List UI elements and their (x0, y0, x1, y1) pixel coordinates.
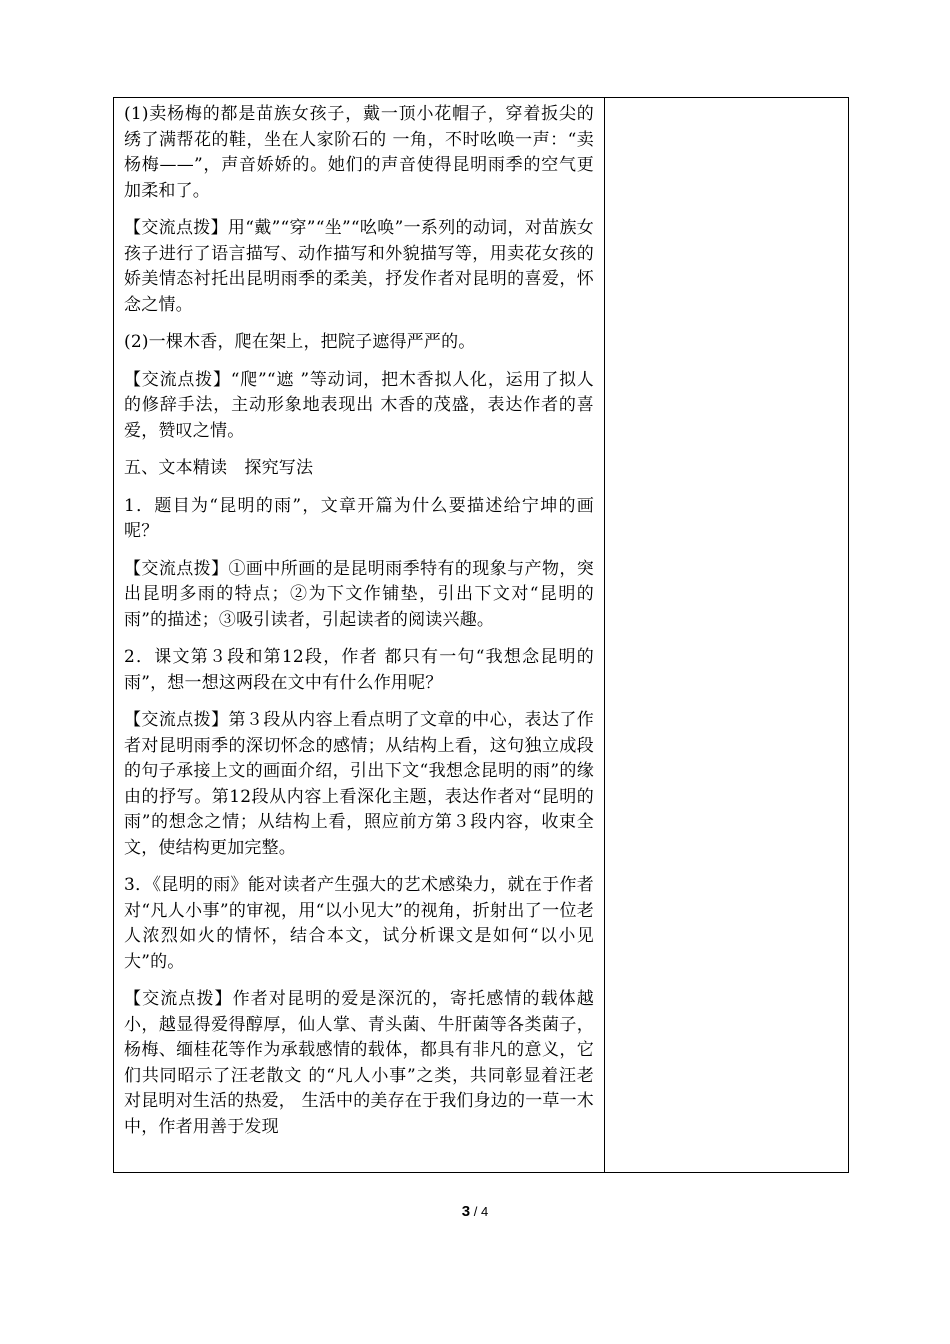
question-1: 1．题目为“昆明的雨”，文章开篇为什么要描述给宁坤的画呢？ (124, 495, 594, 541)
side-empty-cell (605, 98, 849, 1173)
paragraph-2: 【交流点拨】用“戴”“穿”“坐”“吆唤”一系列的动词，对苗族女孩子进行了语言描写、动作描写和外貌描写等，用卖花女孩的娇美情态衬托出昆明雨季的柔美，抒发作者对昆明的喜爱，怀念之情。 (124, 218, 594, 315)
answer-2: 【交流点拨】第３段从内容上看点明了文章的中心，表达了作者对昆明雨季的深切怀念的感情；从结构上看，这句独立成段的句子承接上文的画面介绍，引出下文“我想念昆明的雨”的缘由的抒写。第12段从内容上看深化主题，表达作者对“昆明的雨”的想念之情；从结构上看，照应前方第３段内容，收束全文，使结构更加完整。 (124, 710, 594, 858)
current-page-number: 3 (461, 1203, 471, 1220)
table-row (114, 98, 849, 1173)
main-text-content (114, 98, 604, 1140)
paragraph-1: (1)卖杨梅的都是苗族女孩子，戴一顶小花帽子，穿着扳尖的绣了满帮花的鞋，坐在人家阶石的 一角，不时吆唤一声：“卖杨梅——”，声音娇娇的。她们的声音使得昆明雨季的空气更加柔和了。 (124, 104, 594, 201)
paragraph-4: 【交流点拨】“爬”“遮 ”等动词，把木香拟人化，运用了拟人的修辞手法，主动形象地表现出 木香的茂盛，表达作者的喜爱，赞叹之情。 (124, 369, 594, 441)
question-3: 3．《昆明的雨》能对读者产生强大的艺术感染力，就在于作者对“凡人小事”的审视，用“以小见大”的视角，折射出了一位老人浓烈如火的情怀，结合本文，试分析课文是如何“以小见大”的。 (124, 875, 594, 972)
answer-3: 【交流点拨】作者对昆明的爱是深沉的，寄托感情的载体越小，越显得爱得醇厚，仙人掌、青头菌、牛肝菌等各类菌子，杨梅、缅桂花等作为承载感情的载体，都具有非凡的意义，它们共同昭示了汪老散文 的“凡人小事”之类，共同彰显着汪老对昆明对生活的热爱， 生活中的美存在于我们身边的一草一木中，作者用善于发现 (124, 989, 595, 1137)
section-heading: 五、文本精读 探究写法 (124, 458, 314, 478)
main-text-cell (114, 98, 605, 1173)
paragraph-3: (2)一棵木香，爬在架上，把院子遮得严严的。 (124, 332, 476, 352)
answer-1: 【交流点拨】①画中所画的是昆明雨季特有的现象与产物，突出昆明多雨的特点；②为下文作铺垫，引出下文对“昆明的雨”的描述；③吸引读者，引起读者的阅读兴趣。 (124, 558, 594, 630)
content-table (113, 97, 849, 1173)
total-pages: / 4 (470, 1204, 489, 1219)
question-2: 2．课文第３段和第12段，作者 都只有一句“我想念昆明的雨”，想一想这两段在文中有什么作用呢？ (124, 647, 594, 693)
page-number (0, 1203, 950, 1220)
